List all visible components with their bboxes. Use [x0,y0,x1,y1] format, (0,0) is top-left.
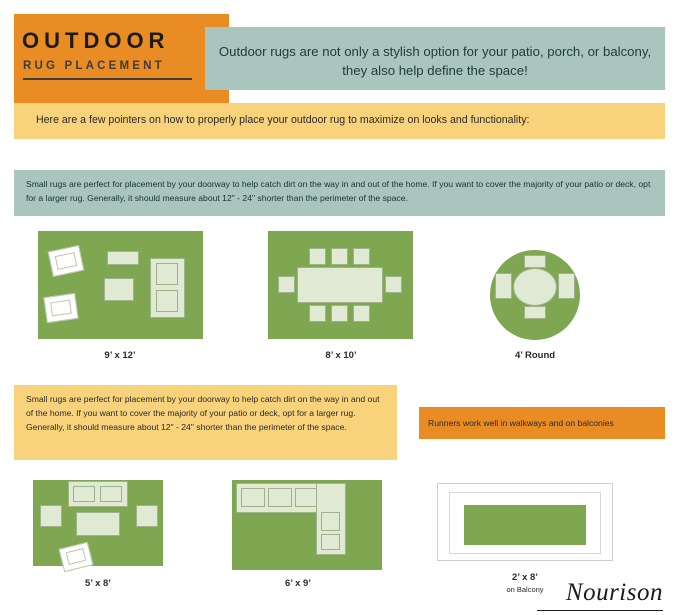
caption-8x10: 8’ x 10’ [325,350,357,361]
caption-4-round: 4’ Round [514,350,556,361]
dining-chair-bottom-2 [331,305,348,322]
sofa-top-cushion-1 [73,486,95,502]
section1-note-text: Small rugs are perfect for placement by your doorway to help catch dirt on the way in and out of the home. If you want to cover the majority of your patio or deck, opt for a larger rug. Generally, it should measure about 12" - 24" shorter than the perimeter of the space. [26,179,651,203]
title-divider [23,78,192,80]
page-subtitle: RUG PLACEMENT [23,60,165,72]
brand-logo: Nourison [565,579,663,606]
caption-2x8-size: 2’ x 8’ [512,572,538,583]
pointers-banner-text: Here are a few pointers on how to properly place your outdoor rug to maximize on looks and functionality: [36,114,530,126]
caption-9x12: 9’ x 12’ [104,350,136,361]
round-table [513,268,557,306]
dining-chair-top-2 [331,248,348,265]
sofa-top-cushion-2 [100,486,122,502]
caption-2x8-sub: on Balcony [506,585,544,594]
sectional-cushion-2 [268,488,292,507]
dining-chair-top-1 [309,248,326,265]
dining-chair-top-3 [353,248,370,265]
coffee-table [104,278,134,301]
armchair-2-cushion [50,300,72,317]
side-chair-left [40,505,62,527]
sectional-cushion-6 [321,534,340,550]
sofa-cushion-1 [156,263,178,285]
dining-table [297,267,383,303]
dining-chair-bottom-3 [353,305,370,322]
dining-chair-right [385,276,402,293]
sofa-cushion-2 [156,290,178,312]
round-chair-left [495,273,512,299]
dining-chair-bottom-1 [309,305,326,322]
coffee-table-5x8 [76,512,120,536]
sectional-cushion-1 [241,488,265,507]
dining-chair-left [278,276,295,293]
sectional-cushion-5 [321,512,340,531]
section2-note-text: Small rugs are perfect for placement by your doorway to help catch dirt on the way in and out of the home. If you want to cover the majority of your patio or deck, opt for a larger rug. Generally, it should measure about 12" - 24" shorter than the perimeter of the space. [26,394,380,432]
intro-banner-text: Outdoor rugs are not only a stylish option for your patio, porch, or balcony, they also help define the space! [218,44,652,78]
round-chair-top [524,255,546,268]
caption-6x9: 6’ x 9’ [285,578,311,589]
round-chair-right [558,273,575,299]
page-title: OUTDOOR [22,28,170,53]
brand-logo-underline [537,610,663,612]
caption-5x8: 5’ x 8’ [85,578,111,589]
round-chair-bottom [524,306,546,319]
console-table [107,251,139,265]
side-chair-right [136,505,158,527]
rug-shape-2x8 [464,505,586,545]
runner-note-text: Runners work well in walkways and on balconies [428,418,614,428]
